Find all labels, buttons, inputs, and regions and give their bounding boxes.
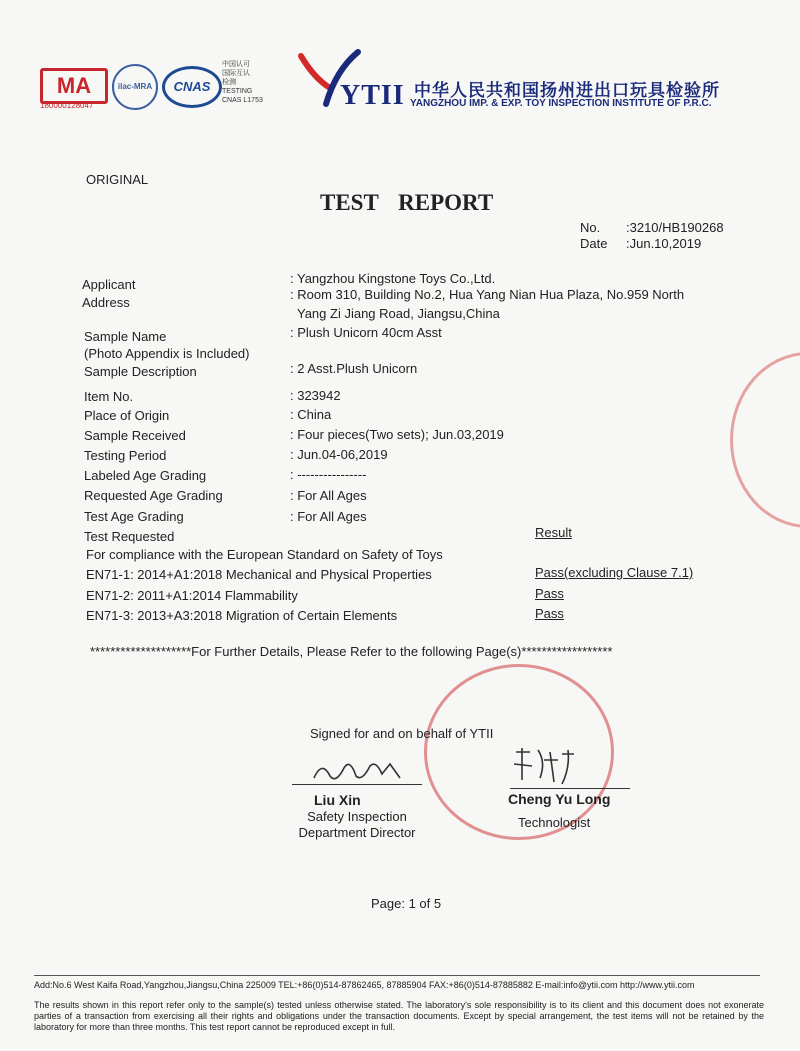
ytii-wordmark: YTII [340, 80, 405, 111]
address-line-2: Yang Zi Jiang Road, Jiangsu,China [297, 306, 500, 321]
test-result: Pass [535, 606, 564, 621]
signature-liu-xin [310, 754, 410, 788]
test-name: EN71-1: 2014+A1:2018 Mechanical and Physical Properties [86, 567, 432, 582]
photo-appendix-note: (Photo Appendix is Included) [84, 346, 250, 361]
test-name: EN71-3: 2013+A3:2018 Migration of Certain Elements [86, 608, 398, 623]
labeled-age-label: Labeled Age Grading [84, 468, 207, 483]
origin-value: : China [290, 407, 332, 422]
testing-period-label: Testing Period [84, 448, 167, 463]
footer-address: Add:No.6 West Kaifa Road,Yangzhou,Jiangsu,China 225009 TEL:+86(0)514-87862465, 87885904 FAX:+86(0)514-87885882 E-mail:info@ytii.com http://www.ytii.com [34, 980, 695, 990]
address-line-1: : Room 310, Building No.2, Hua Yang Nian Hua Plaza, No.959 North [290, 287, 685, 302]
labeled-age-value: : ---------------- [290, 467, 367, 482]
test-requested-label: Test Requested [84, 529, 175, 544]
institute-name-cn: 中华人民共和国扬州进出口玩具检验所 [414, 81, 720, 100]
sample-name-label: Sample Name [84, 329, 167, 344]
signed-for-text: Signed for and on behalf of YTII [310, 726, 494, 741]
requested-age-value: : For All Ages [290, 488, 367, 503]
applicant-label: Applicant [82, 277, 136, 292]
cma-logo: MA [40, 68, 108, 104]
address-label: Address [82, 295, 130, 310]
report-no-value: :3210/HB190268 [626, 220, 724, 235]
footer-disclaimer: The results shown in this report refer only to the sample(s) tested unless otherwise stated. The laboratory's sole responsibility is to its client and this document does not exonerate parties of a transaction from exercising all their rights and obligations under the transaction documents. Except by special arrangement, the test items will not be retained by the laboratory for more than three months. This test report cannot be reproduced except in full. [34, 1000, 764, 1032]
further-details-note: ********************For Further Details, Please Refer to the following Page(s)****************** [90, 644, 613, 659]
origin-label: Place of Origin [84, 408, 170, 423]
sample-received-label: Sample Received [84, 428, 186, 443]
cma-number: 180000128047 [40, 101, 94, 110]
cnas-accreditation-text: 中国认可 国际互认 检测 TESTING CNAS L1753 [222, 61, 263, 104]
signer-name: Cheng Yu Long [508, 791, 611, 807]
page-number: Page: 1 of 5 [371, 896, 442, 911]
page-title: TEST REPORT [320, 190, 494, 215]
item-no-label: Item No. [84, 389, 134, 404]
official-seal [424, 664, 614, 840]
footer-divider [34, 975, 760, 976]
report-date-value: :Jun.10,2019 [626, 236, 702, 251]
signature-line [510, 788, 630, 789]
report-no-label: No. [580, 220, 601, 235]
test-age-value: : For All Ages [290, 509, 367, 524]
requested-age-label: Requested Age Grading [84, 488, 223, 503]
institute-name-en: YANGZHOU IMP. & EXP. TOY INSPECTION INSTITUTE OF P.R.C. [410, 98, 712, 109]
cnas-logo: CNAS [162, 66, 222, 108]
test-result: Pass(excluding Clause 7.1) [535, 565, 694, 580]
test-result: Pass [535, 586, 564, 601]
test-name: EN71-2: 2011+A1:2014 Flammability [86, 588, 298, 603]
signature-line [292, 784, 422, 785]
applicant-value: : Yangzhou Kingstone Toys Co.,Ltd. [290, 271, 496, 286]
sample-description-label: Sample Description [84, 364, 197, 379]
test-age-label: Test Age Grading [84, 509, 184, 524]
testing-period-value: : Jun.04-06,2019 [290, 447, 388, 462]
sample-description-value: : 2 Asst.Plush Unicorn [290, 361, 418, 376]
original-label: ORIGINAL [86, 172, 149, 187]
report-date-label: Date [580, 236, 608, 251]
sample-name-value: : Plush Unicorn 40cm Asst [290, 325, 442, 340]
signer-title: Technologist [518, 815, 591, 830]
signer-title: Department Director [298, 825, 416, 840]
ilac-mra-logo: ilac-MRA [112, 64, 158, 110]
item-no-value: : 323942 [290, 388, 341, 403]
sample-received-value: : Four pieces(Two sets); Jun.03,2019 [290, 427, 504, 442]
signer-name: Liu Xin [314, 792, 361, 808]
compliance-text: For compliance with the European Standard on Safety of Toys [86, 547, 443, 562]
official-seal-right [730, 352, 800, 528]
result-heading: Result [535, 525, 572, 540]
signer-title: Safety Inspection [307, 809, 407, 824]
